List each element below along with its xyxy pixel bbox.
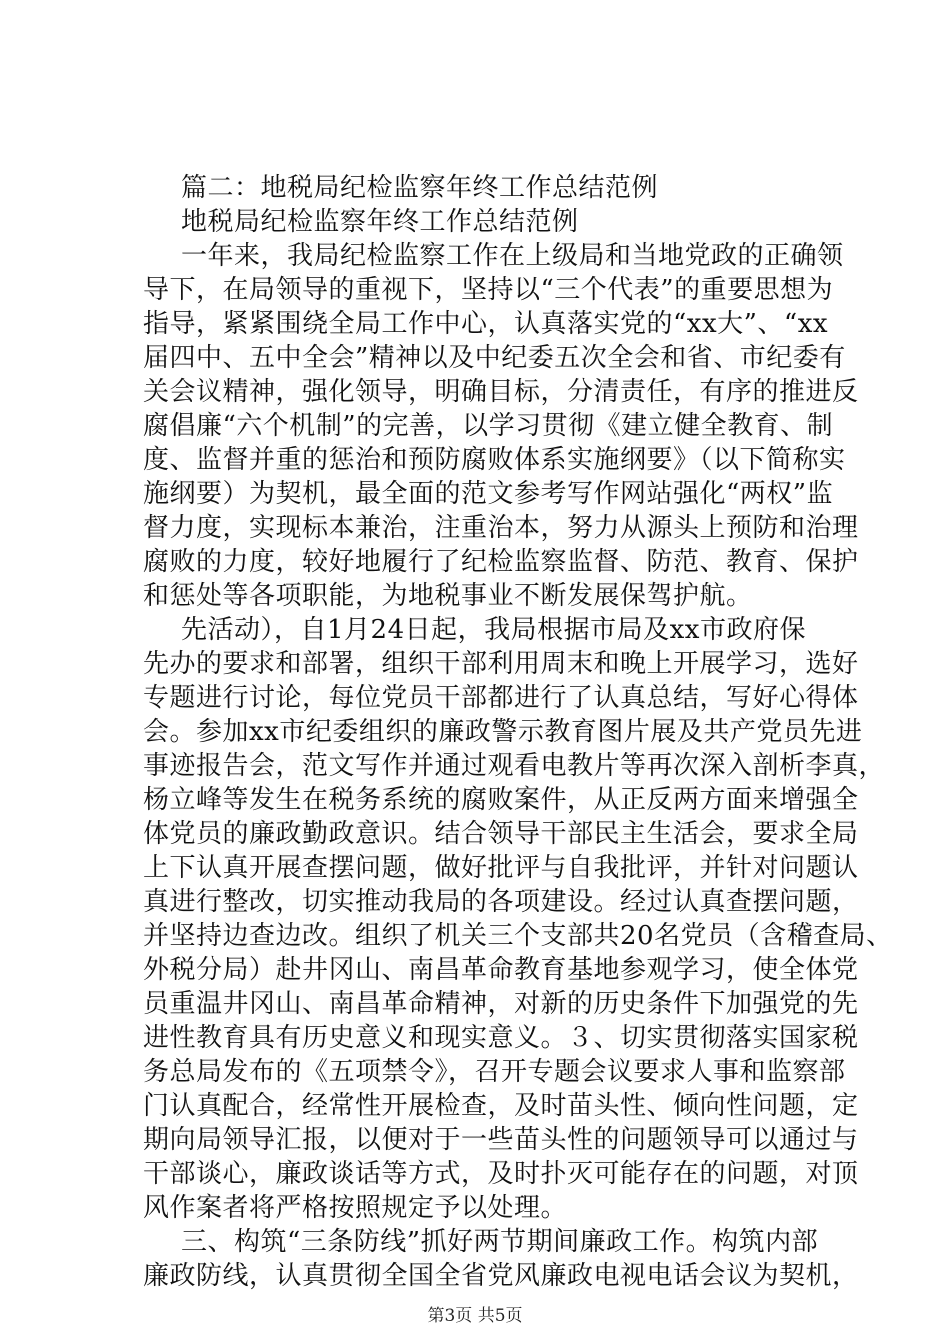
section-heading: 篇二：地税局纪检监察年终工作总结范例 bbox=[181, 173, 659, 203]
paragraph-line: 三、构筑“三条防线”抓好两节期间廉政工作。构筑内部 bbox=[181, 1227, 819, 1257]
paragraph-line: 施纲要）为契机，最全面的范文参考写作网站强化“两权”监 bbox=[143, 479, 834, 509]
paragraph-line: 真进行整改，切实推动我局的各项建设。经过认真查摆问题， bbox=[143, 887, 859, 917]
paragraph-line: 指导，紧紧围绕全局工作中心，认真落实党的“xx大”、“xx bbox=[143, 309, 829, 339]
paragraph-line: 并坚持边查边改。组织了机关三个支部共20名党员（含稽查局、 bbox=[143, 921, 893, 951]
paragraph-line: 届四中、五中全会”精神以及中纪委五次全会和省、市纪委有 bbox=[143, 343, 846, 373]
paragraph-line: 务总局发布的《五项禁令》，召开专题会议要求人事和监察部 bbox=[143, 1057, 846, 1087]
paragraph-line: 员重温井冈山、南昌革命精神，对新的历史条件下加强党的先 bbox=[143, 989, 859, 1019]
paragraph-line: 会。参加xx市纪委组织的廉政警示教育图片展及共产党员先进 bbox=[143, 717, 863, 747]
paragraph-line: 一年来，我局纪检监察工作在上级局和当地党政的正确领 bbox=[181, 241, 844, 271]
paragraph-line: 腐倡廉“六个机制”的完善，以学习贯彻《建立健全教育、制 bbox=[143, 411, 834, 441]
paragraph-line: 廉政防线，认真贯彻全国全省党风廉政电视电话会议为契机， bbox=[143, 1261, 859, 1291]
paragraph-line: 事迹报告会，范文写作并通过观看电教片等再次深入剖析李真， bbox=[143, 751, 886, 781]
paragraph-line: 门认真配合，经常性开展检查，及时苗头性、倾向性问题，定 bbox=[143, 1091, 859, 1121]
paragraph-line: 体党员的廉政勤政意识。结合领导干部民主生活会，要求全局 bbox=[143, 819, 859, 849]
paragraph-line: 风作案者将严格按照规定予以处理。 bbox=[143, 1193, 568, 1223]
paragraph-line: 关会议精神，强化领导，明确目标，分清责任，有序的推进反 bbox=[143, 377, 859, 407]
document-title: 地税局纪检监察年终工作总结范例 bbox=[181, 207, 579, 237]
paragraph-line: 专题进行讨论，每位党员干部都进行了认真总结，写好心得体 bbox=[143, 683, 859, 713]
paragraph-line: 上下认真开展查摆问题，做好批评与自我批评，并针对问题认 bbox=[143, 853, 859, 883]
page-number-footer: 第3页 共5页 bbox=[427, 1306, 523, 1326]
paragraph-line: 期向局领导汇报，以便对于一些苗头性的问题领导可以通过与 bbox=[143, 1125, 859, 1155]
paragraph-line: 导下，在局领导的重视下，坚持以“三个代表”的重要思想为 bbox=[143, 275, 834, 305]
paragraph-line: 干部谈心，廉政谈话等方式，及时扑灭可能存在的问题，对顶 bbox=[143, 1159, 859, 1189]
paragraph-line: 督力度，实现标本兼治，注重治本，努力从源头上预防和治理 bbox=[143, 513, 859, 543]
paragraph-line: 进性教育具有历史意义和现实意义。３、切实贯彻落实国家税 bbox=[143, 1023, 859, 1053]
paragraph-line: 先办的要求和部署，组织干部利用周末和晚上开展学习，选好 bbox=[143, 649, 859, 679]
paragraph-line: 外税分局）赴井冈山、南昌革命教育基地参观学习，使全体党 bbox=[143, 955, 859, 985]
paragraph-line: 先活动），自1月24日起，我局根据市局及xx市政府保 bbox=[181, 615, 806, 645]
paragraph-line: 和惩处等各项职能，为地税事业不断发展保驾护航。 bbox=[143, 581, 753, 611]
paragraph-line: 度、监督并重的惩治和预防腐败体系实施纲要》（以下简称实 bbox=[143, 445, 846, 475]
paragraph-line: 杨立峰等发生在税务系统的腐败案件，从正反两方面来增强全 bbox=[143, 785, 859, 815]
paragraph-line: 腐败的力度，较好地履行了纪检监察监督、防范、教育、保护 bbox=[143, 547, 859, 577]
